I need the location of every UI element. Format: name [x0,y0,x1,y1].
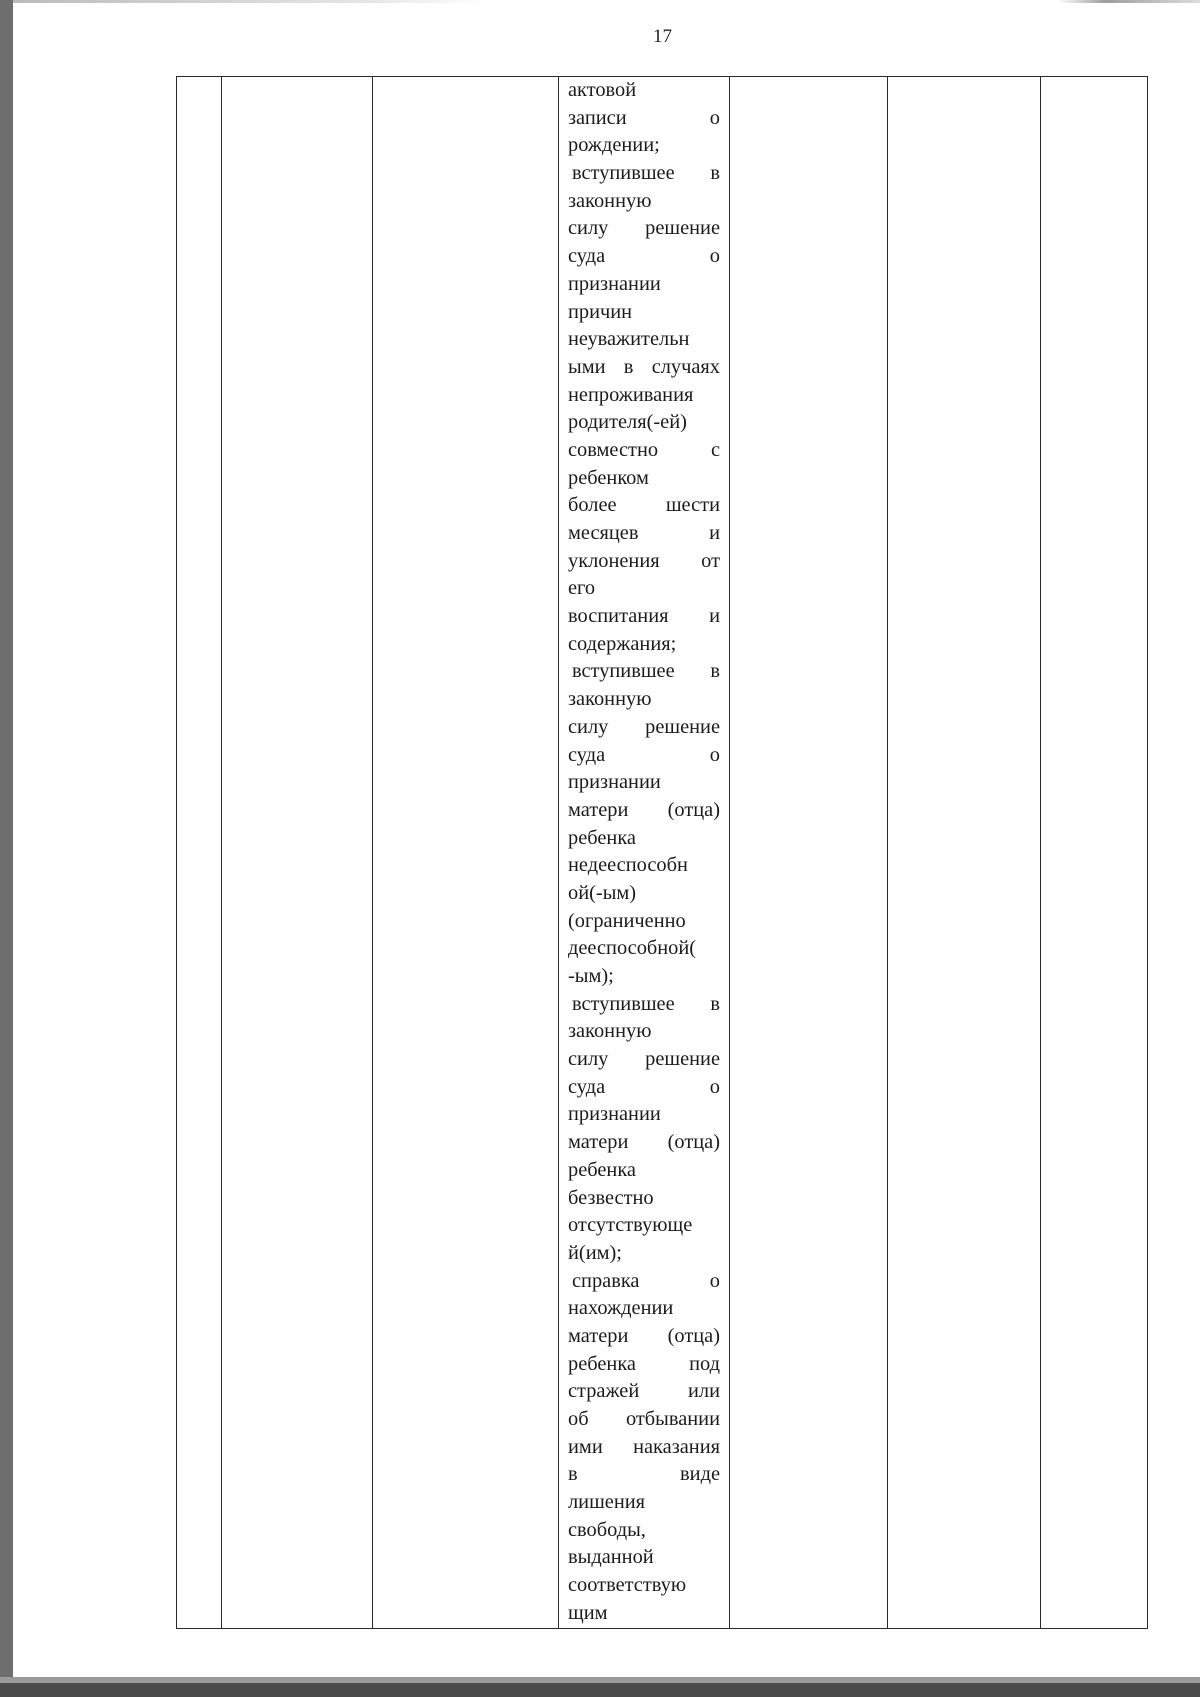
scan-bottom-edge [0,1683,1200,1697]
text-line: ребенка под [568,1352,720,1375]
documents-list-text [559,77,729,1628]
text-line: ребенка [568,826,636,849]
text-line: дееспособной( [568,937,697,960]
text-line: свободы, [568,1518,646,1541]
text-line: справка о [572,1269,720,1292]
text-line: ребенка [568,1158,636,1181]
table-cell-col-7 [1041,77,1148,1629]
text-line: вступившее в [572,992,720,1015]
scan-left-edge [0,0,13,1697]
text-line: более шести [568,494,720,517]
text-line: отсутствующе [568,1214,693,1237]
text-line: ыми в случаях [568,355,720,378]
text-line: соответствую [568,1574,687,1597]
table-row [177,77,1148,1629]
text-line: матери (отца) [568,798,720,821]
text-line: актовой [568,79,637,101]
text-line: месяцев и [568,522,720,544]
text-line: вступившее в [572,162,720,185]
text-line: воспитания и [568,605,720,628]
document-table [176,76,1148,1629]
text-line: нахождении [568,1297,674,1320]
text-line: записи о [568,106,720,129]
text-line: непроживания [568,383,694,406]
text-line: его [568,577,596,600]
text-line: вступившее в [572,660,720,683]
text-line: матери (отца) [568,1324,720,1347]
text-line: об отбывании [568,1408,720,1430]
text-line: силу решение [568,715,720,738]
text-line: неуважительн [568,328,690,351]
text-line: признании [568,272,661,295]
text-line: й(им); [568,1241,622,1264]
text-line: суда о [568,245,720,268]
text-line: лишения [568,1491,646,1514]
text-line: причин [568,300,633,323]
text-line: ребенком [568,466,649,489]
text-line: силу решение [568,1048,720,1071]
text-line: ой(-ым) [568,881,637,904]
text-line: родителя(-ей) [568,411,687,434]
text-line: безвестно [568,1186,654,1209]
text-line: недееспособн [568,854,688,877]
table-cell-col-6 [888,77,1041,1629]
table-cell-col-1 [177,77,222,1629]
table-cell-col-5 [730,77,888,1629]
text-line: выданной [568,1546,654,1569]
text-line: рождении; [568,134,660,157]
text-line: признании [568,771,661,794]
text-line: ими наказания [568,1435,720,1458]
text-line: уклонения от [568,549,720,572]
text-line: законную [568,1020,652,1043]
table-cell-col-3 [373,77,559,1629]
text-line: (ограниченно [568,909,686,932]
text-line: суда о [568,743,720,766]
table-cell-col-2 [222,77,373,1629]
table-cell-col-4 [559,77,730,1629]
scan-top-edge [13,0,1200,3]
text-line: законную [568,688,652,711]
text-line: в виде [568,1463,720,1486]
text-line: совместно с [568,438,720,461]
text-line: суда о [568,1075,720,1098]
text-line: стражей или [568,1380,720,1403]
text-line: силу решение [568,217,720,240]
page-number: 17 [653,26,672,47]
text-line: матери (отца) [568,1131,720,1154]
text-line: содержания; [568,632,677,655]
text-line: щим [568,1601,608,1624]
text-line: -ым); [568,965,614,987]
text-line: признании [568,1103,661,1126]
text-line: законную [568,189,652,212]
